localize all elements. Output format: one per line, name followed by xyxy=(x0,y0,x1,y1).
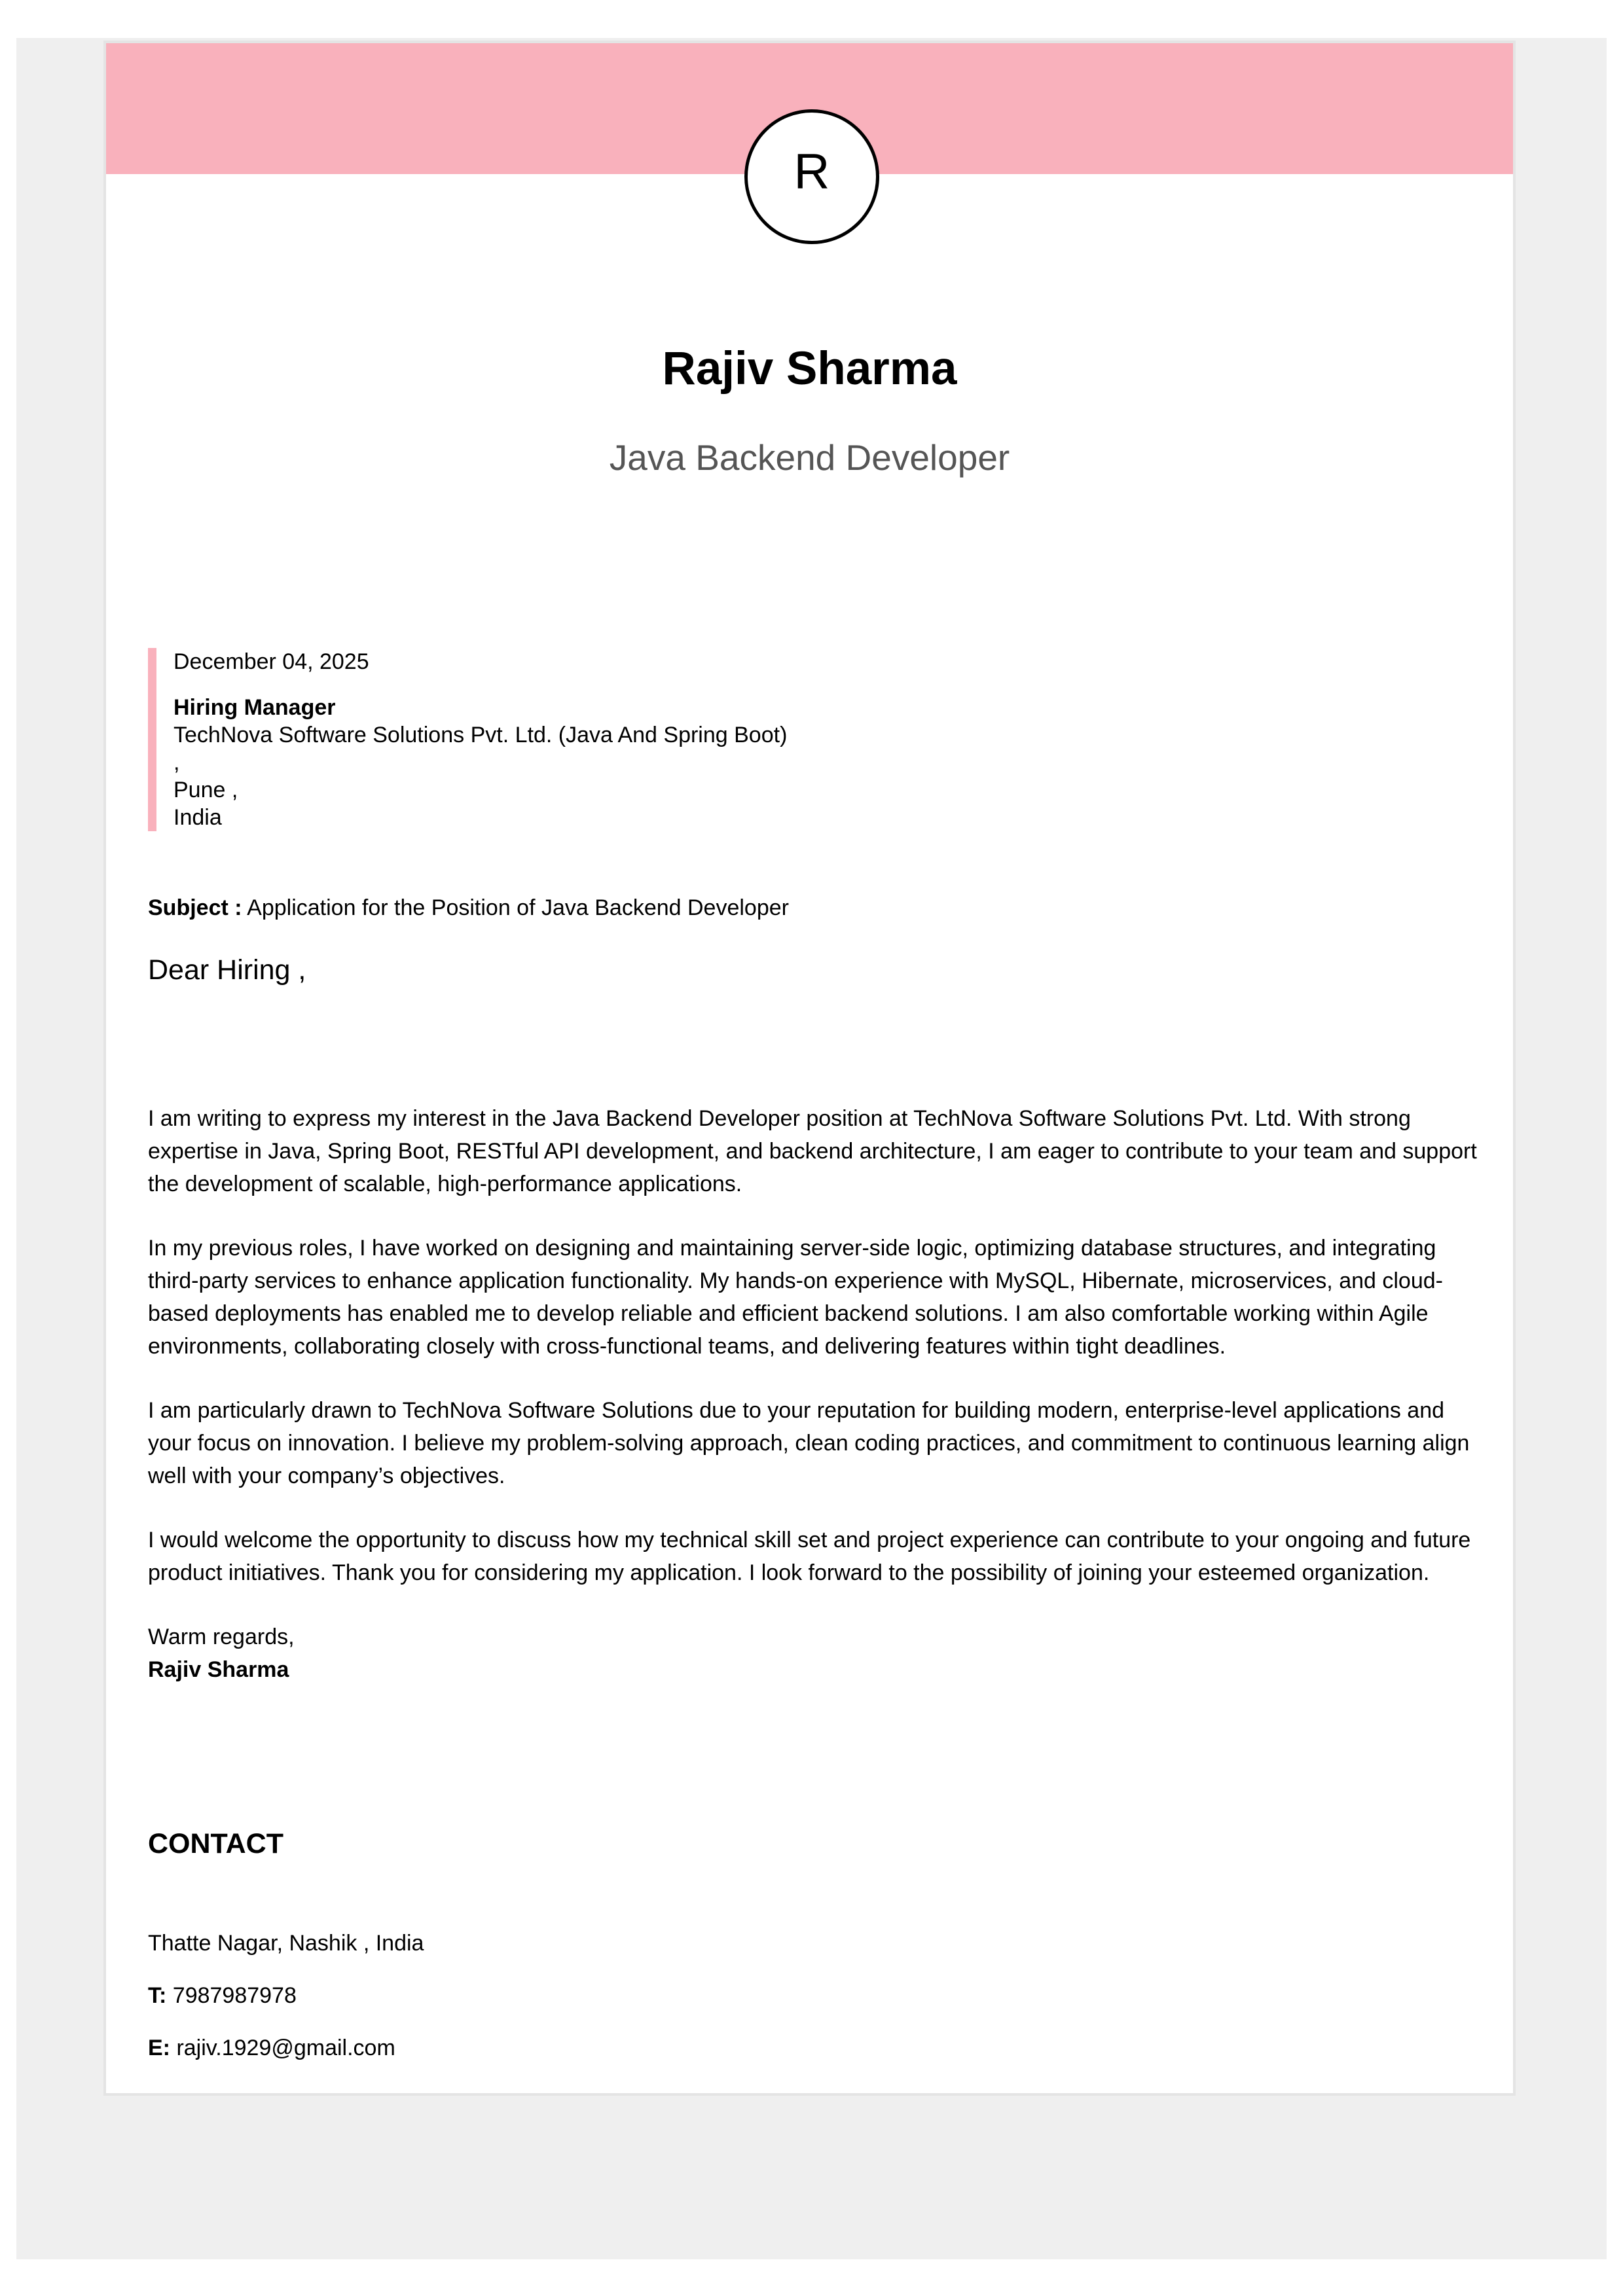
recipient-address-comma: , xyxy=(173,750,180,775)
job-title: Java Backend Developer xyxy=(609,437,1010,478)
body-paragraph: I would welcome the opportunity to discuss how my technical skill set and project experience can contribute to your ongoing and future product initiatives. Thank you for considering my application. I look forward to the possibility of joining your esteemed organization. xyxy=(148,1528,1471,1585)
signature-name: Rajiv Sharma xyxy=(148,1657,289,1682)
email-label: E: xyxy=(148,2036,170,2060)
greeting: Dear Hiring , xyxy=(148,954,306,986)
recipient-city: Pune , xyxy=(173,778,238,802)
body-paragraph: I am writing to express my interest in the Java Backend Developer position at TechNova Software Solutions Pvt. Ltd. With strong expertise in Java, Spring Boot, RESTful API development, and backend architecture, I am eager to contribute to your team and support the development of scalable, high-performance applications. xyxy=(148,1106,1477,1196)
body-paragraph: In my previous roles, I have worked on designing and maintaining server-side logic, optimizing database structures, and integrating third-party services to enhance application functionality. My hands-on experience with MySQL, Hibernate, microservices, and cloud-based deployments has enabled me to develop reliable and efficient backend solutions. I am also comfortable working within Agile environments, collaborating closely with cross-functional teams, and delivering features within tight deadlines. xyxy=(148,1236,1443,1359)
applicant-name: Rajiv Sharma xyxy=(662,343,957,395)
letter-date: December 04, 2025 xyxy=(173,649,369,674)
recipient-role: Hiring Manager xyxy=(173,695,336,720)
closing: Warm regards, xyxy=(148,1624,295,1649)
contact-phone xyxy=(148,1982,297,2009)
avatar xyxy=(744,109,879,244)
recipient-country: India xyxy=(173,805,222,830)
body-paragraph: I am particularly drawn to TechNova Software Solutions due to your reputation for building modern, enterprise-level applications and your focus on innovation. I believe my problem-solving approach, clean coding practices, and commitment to continuous learning align well with your company’s objectives. xyxy=(148,1398,1470,1488)
contact-heading: CONTACT xyxy=(148,1828,284,1859)
letter-body xyxy=(148,1102,1484,1686)
subject-text: Application for the Position of Java Backend Developer xyxy=(247,895,789,920)
subject-label: Subject : xyxy=(148,895,242,920)
email-address: rajiv.1929@gmail.com xyxy=(176,2036,395,2060)
contact-email xyxy=(148,2034,395,2062)
subject-line xyxy=(148,894,789,922)
recipient-block xyxy=(148,648,1065,831)
avatar-initial: R xyxy=(793,144,830,200)
phone-label: T: xyxy=(148,1983,167,2008)
contact-address: Thatte Nagar, Nashik , India xyxy=(148,1931,424,1956)
phone-number: 7987987978 xyxy=(172,1983,297,2008)
cover-letter-page xyxy=(103,41,1516,2096)
recipient-company: TechNova Software Solutions Pvt. Ltd. (Java And Spring Boot) xyxy=(173,723,788,747)
